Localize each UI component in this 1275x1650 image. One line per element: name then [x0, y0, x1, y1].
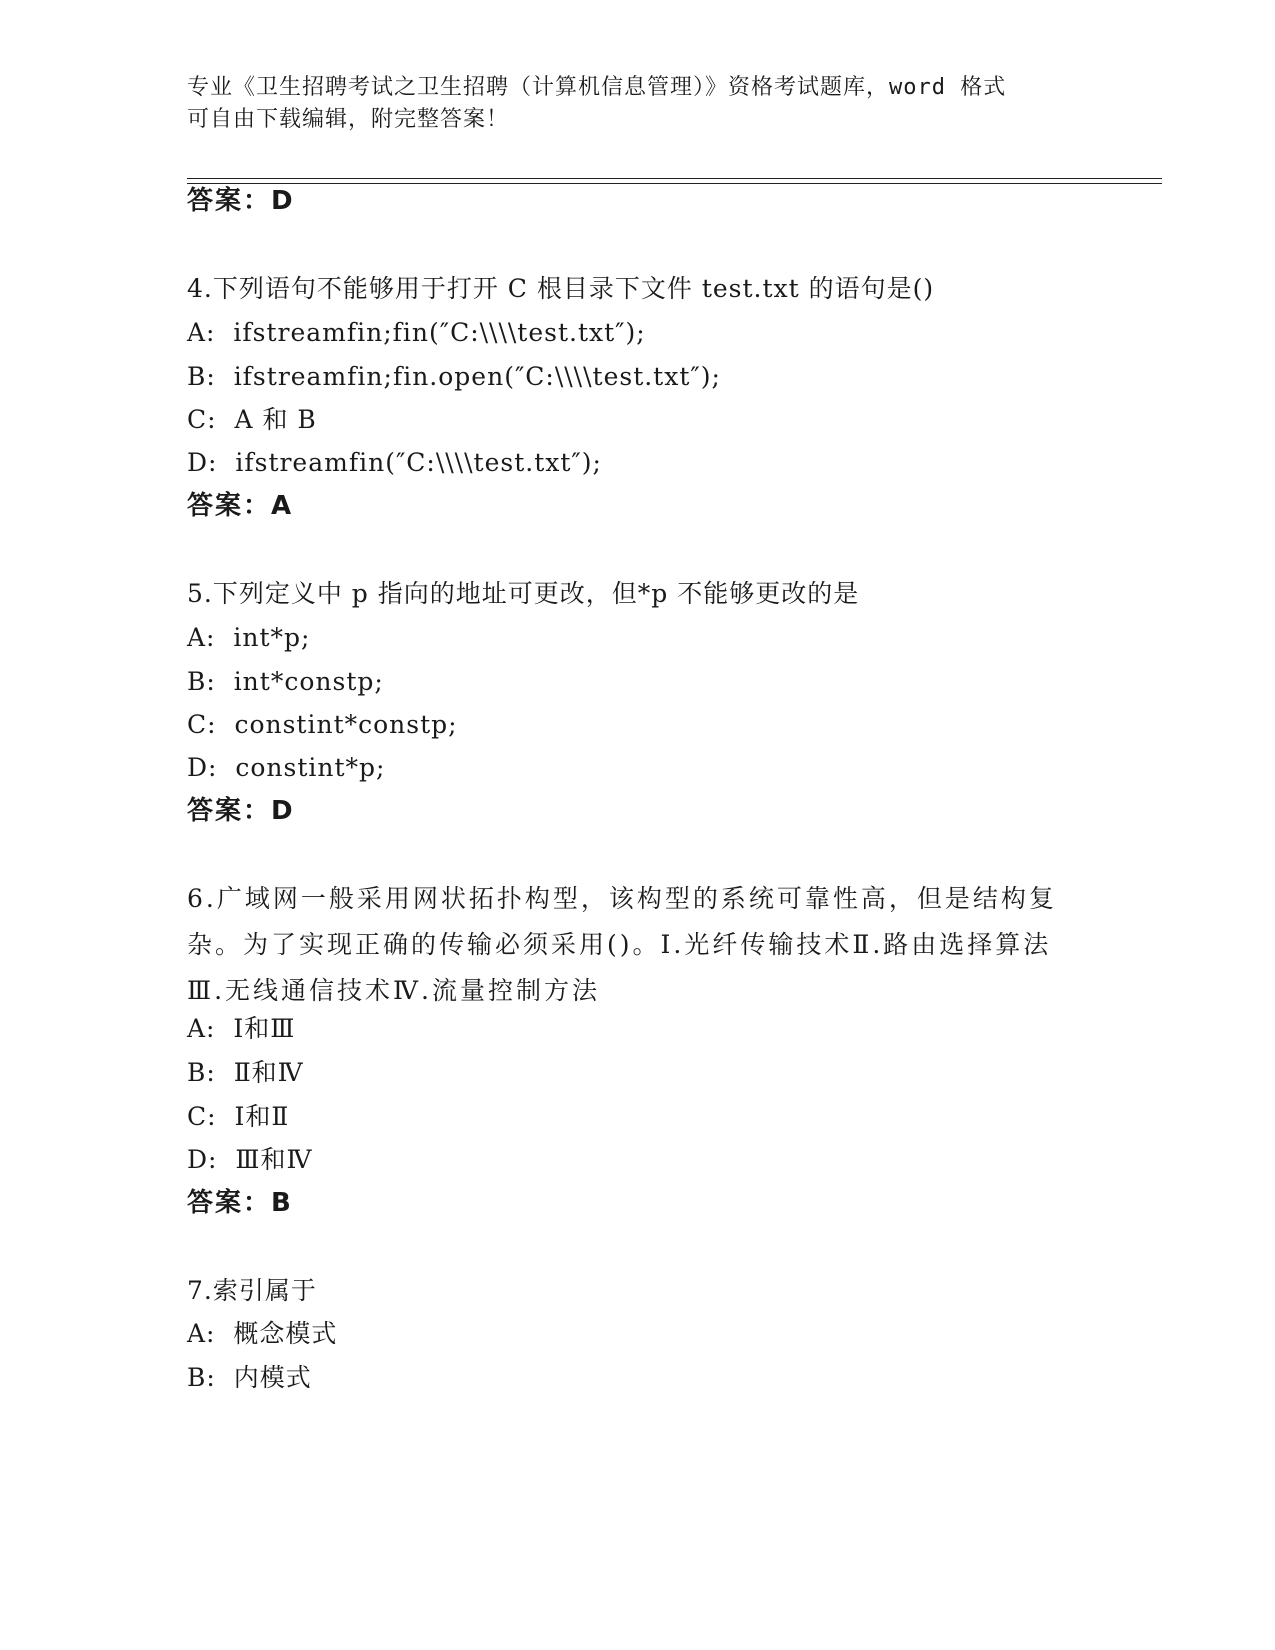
q6-option-c: C: Ⅰ和Ⅱ: [187, 1102, 290, 1131]
header-line-1: 专业《卫生招聘考试之卫生招聘（计算机信息管理）》资格考试题库，word 格式: [187, 75, 1007, 100]
q5-option-a: A: int*p;: [187, 623, 311, 652]
q4-option-b: B: ifstreamfin;fin.open(″C:\\\\test.txt″);: [187, 362, 721, 391]
q4-option-c: C: A 和 B: [187, 405, 317, 434]
answer-prev: 答案：D: [187, 186, 295, 216]
q4-answer: 答案：A: [187, 491, 294, 521]
q5-answer: 答案：D: [187, 796, 295, 826]
header-rule-bottom: [187, 183, 1162, 184]
q6-answer: 答案：B: [187, 1188, 293, 1218]
q4-option-d: D: ifstreamfin(″C:\\\\test.txt″);: [187, 448, 602, 477]
q6-option-b: B: Ⅱ和Ⅳ: [187, 1058, 304, 1087]
q5-option-b: B: int*constp;: [187, 667, 384, 696]
question-7: 7.索引属于: [187, 1276, 317, 1305]
header-rule-top: [187, 178, 1162, 179]
q6-option-a: A: Ⅰ和Ⅲ: [187, 1014, 296, 1043]
q5-option-d: D: constint*p;: [187, 753, 386, 782]
q7-option-a: A: 概念模式: [187, 1319, 338, 1348]
q5-option-c: C: constint*constp;: [187, 710, 458, 739]
document-header: [187, 72, 1087, 136]
q4-option-a: A: ifstreamfin;fin(″C:\\\\test.txt″);: [187, 318, 646, 347]
header-line-2: 可自由下载编辑，附完整答案！: [187, 107, 510, 132]
question-4: 4.下列语句不能够用于打开 C 根目录下文件 test.txt 的语句是(): [187, 274, 935, 303]
question-6: 6.广域网一般采用网状拓扑构型，该构型的系统可靠性高，但是结构复杂。为了实现正确的传输必须采用()。Ⅰ.光纤传输技术Ⅱ.路由选择算法Ⅲ.无线通信技术Ⅳ.流量控制方法: [187, 884, 1057, 1005]
question-5: 5.下列定义中 p 指向的地址可更改，但*p 不能够更改的是: [187, 579, 860, 608]
q6-option-d: D: Ⅲ和Ⅳ: [187, 1145, 313, 1174]
q7-option-b: B: 内模式: [187, 1363, 312, 1392]
